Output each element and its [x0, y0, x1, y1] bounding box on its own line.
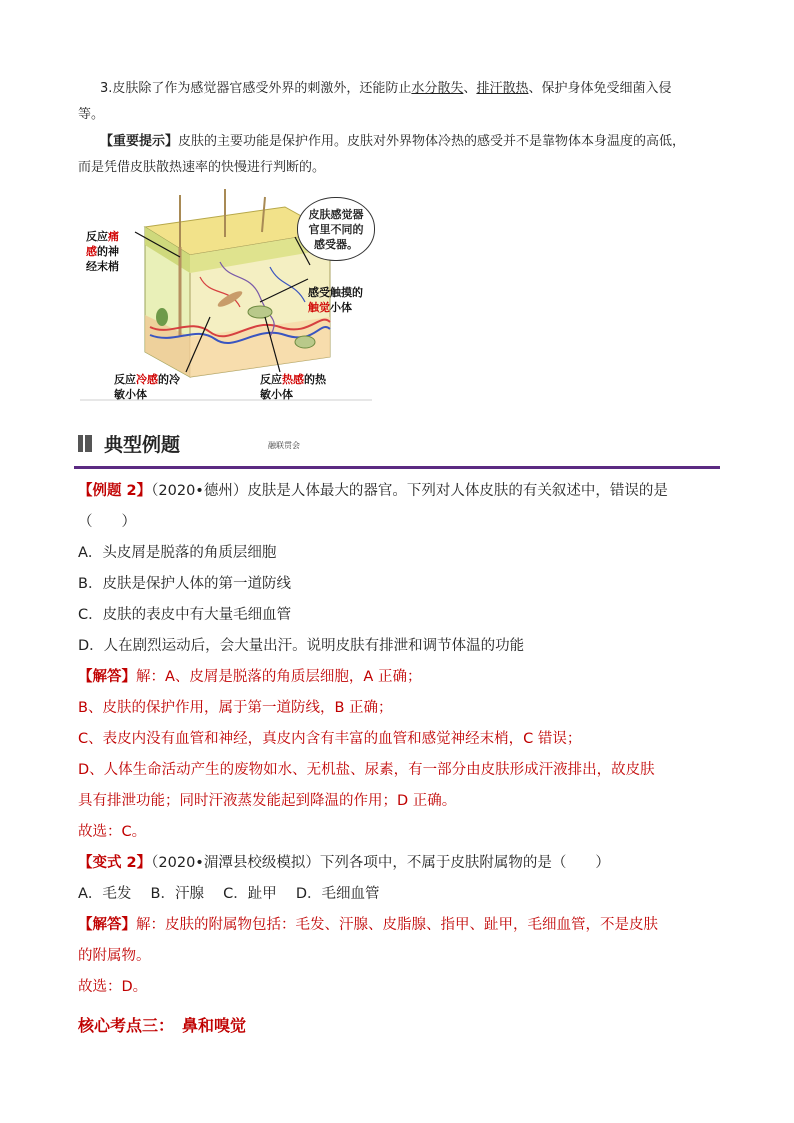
- variant-2-answer-cont: 的附属物。: [78, 948, 151, 964]
- example-tag: 【例题 2】: [78, 483, 152, 499]
- tip-bracket: 【重要提示】: [100, 134, 179, 149]
- example-2-stem: 【例题 2】（2020•德州）皮肤是人体最大的器官。下列对人体皮肤的有关叙述中，错误的是: [78, 483, 668, 499]
- example-2-option-d: D．人在剧烈运动后，会大量出汗。说明皮肤有排泄和调节体温的功能: [78, 638, 525, 654]
- label-cold-corpuscle: 反应冷感的冷 敏小体: [114, 373, 180, 401]
- thought-bubble: 皮肤感觉器官里不同的感受器。: [297, 197, 375, 261]
- example-2-stem-cont: （ ）: [78, 514, 136, 530]
- label-pain-nerve-endings: 反应痛 感的神 经末梢: [86, 230, 119, 273]
- answer-line-b: B、皮肤的保护作用，属于第一道防线，B 正确；: [78, 700, 393, 716]
- answer-line-d: D、人体生命活动产生的废物如水、无机盐、尿素，有一部分由皮肤形成汗液排出，故皮肤: [78, 762, 655, 778]
- label-heat-corpuscle: 反应热感的热 敏小体: [260, 373, 326, 401]
- label-touch-corpuscle: 感受触摸的 触觉小体: [308, 286, 363, 314]
- example-2-option-b: B．皮肤是保护人体的第一道防线: [78, 576, 291, 592]
- section-subtitle: 融联贯会: [268, 441, 300, 450]
- variant-tag: 【变式 2】: [78, 855, 152, 871]
- answer-line-d-cont: 具有排泄功能；同时汗液蒸发能起到降温的作用；D 正确。: [78, 793, 457, 809]
- important-tip-cont: 而是凭借皮肤散热速率的快慢进行判断的。: [78, 160, 326, 175]
- example-2-answer: 【解答】解：A、皮屑是脱落的角质层细胞，A 正确；: [78, 669, 422, 685]
- variant-2-answer: 【解答】解：皮肤的附属物包括：毛发、汗腺、皮脂腺、指甲、趾甲，毛细血管，不是皮肤: [78, 917, 658, 933]
- answer-tag: 【解答】: [78, 669, 136, 685]
- variant-2-stem: 【变式 2】（2020•湄潭县校级模拟）下列各项中，不属于皮肤附属物的是（ ）: [78, 855, 610, 871]
- answer-tag: 【解答】: [78, 917, 136, 933]
- example-2-option-c: C．皮肤的表皮中有大量毛细血管: [78, 607, 292, 623]
- example-2-choice: 故选：C。: [78, 824, 147, 840]
- intro-paragraph-cont: 等。: [78, 107, 105, 122]
- underlined-term-water-loss: 水分散失: [411, 81, 464, 96]
- variant-2-choice: 故选：D。: [78, 979, 148, 995]
- example-2-option-a: A．头皮屑是脱落的角质层细胞: [78, 545, 277, 561]
- underlined-term-sweat: 排汗散热: [476, 81, 529, 96]
- section-divider: [74, 466, 720, 469]
- important-tip: 【重要提示】皮肤的主要功能是保护作用。皮肤对外界物体冷热的感受并不是靠物体本身温度的高低，: [100, 134, 686, 149]
- intro-paragraph: 3.皮肤除了作为感觉器官感受外界的刺激外，还能防止水分散失、排汗散热、保护身体免受细菌入侵: [100, 81, 672, 96]
- core-point-heading: 核心考点三： 鼻和嗅觉: [78, 1016, 247, 1035]
- book-icon: [78, 435, 92, 452]
- variant-2-options: A．毛发 B．汗腺 C．趾甲 D．毛细血管: [78, 886, 380, 902]
- section-title: 典型例题: [104, 434, 181, 456]
- answer-line-c: C、表皮内没有血管和神经，真皮内含有丰富的血管和感觉神经末梢，C 错误；: [78, 731, 582, 747]
- skin-structure-figure: [80, 187, 380, 402]
